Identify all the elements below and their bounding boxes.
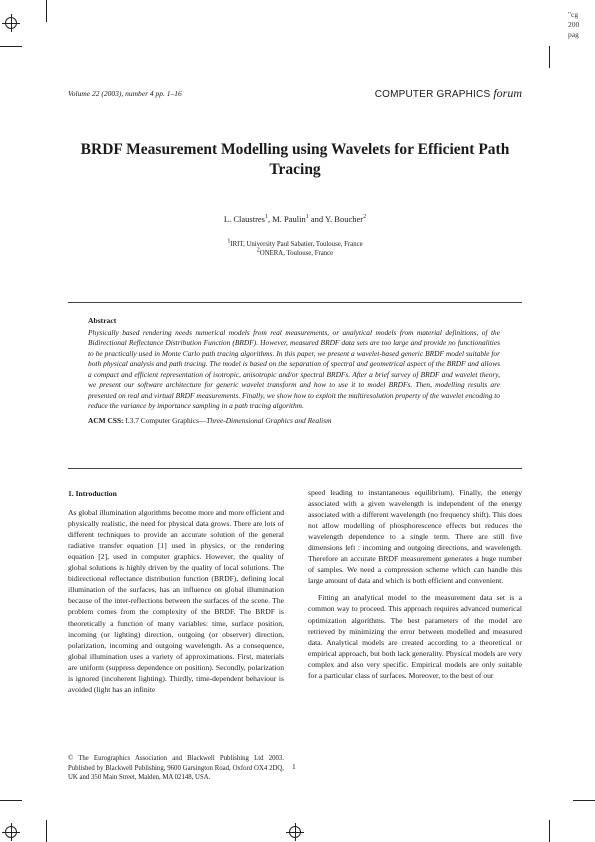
crop-mark bbox=[46, 0, 47, 22]
left-column bbox=[68, 488, 284, 695]
affiliations bbox=[60, 240, 530, 258]
crop-mark bbox=[0, 800, 22, 801]
right-column bbox=[308, 487, 522, 681]
registration-mark bbox=[5, 826, 17, 838]
crop-mark bbox=[46, 820, 47, 842]
section-heading: 1. Introduction bbox=[68, 489, 117, 498]
registration-mark bbox=[5, 17, 17, 29]
acm-classification: ACM CSS: I.3.7 Computer Graphics—Three-Dimensional Graphics and Realism bbox=[88, 415, 332, 425]
crop-mark bbox=[549, 46, 550, 68]
volume-line: Volume 22 (2003), number 4 pp. 1–16 bbox=[68, 89, 182, 98]
copyright-symbol: © bbox=[68, 755, 74, 762]
abstract-block bbox=[88, 316, 500, 426]
affiliation: $^2$ONERA, Toulouse, France bbox=[256, 247, 334, 257]
body-paragraph: Fitting an analytical model to the measurement data set is a common way to proceed. This approach requires advanced numerical optimization algorithms. The best parameters of the model are retrieved by minimizing the error between modelled and measured data. Analytical models are created according to a theoretical or empirical approach, but both lack generality. Physical models are very complex and also very specific. Empirical models are only suitable for a particular class of surfaces. Moreover, to the best of our bbox=[308, 593, 522, 680]
bottom-divider bbox=[68, 468, 522, 469]
journal-header bbox=[68, 88, 522, 102]
journal-name: COMPUTER GRAPHICS forum bbox=[374, 86, 522, 100]
crop-mark bbox=[0, 46, 22, 47]
page-number: 1 bbox=[292, 762, 296, 771]
paper-title: BRDF Measurement Modelling using Wavelets for Efficient Path Tracing bbox=[80, 141, 510, 178]
body-paragraph: speed leading to instantaneous equilibrium). Finally, the energy associated with a given wavelength is independent of the energy associated with a different wavelength (no frequency shift). This does not allow modelling of phosphorescence effects but reduces the wavelength dependence to a single term. There are still five dimensions left : incoming and outgoing directions, and wavelength. Therefore an accurate BRDF measurement generates a huge number of samples. We need a compression scheme which can handle this large amount of data and which is both efficient and convenient. bbox=[308, 488, 522, 586]
crop-mark bbox=[549, 820, 550, 842]
crop-mark bbox=[573, 800, 595, 801]
registration-mark bbox=[289, 826, 301, 838]
affiliation: $^1$IRIT, University Paul Sabatier, Toulouse, France bbox=[227, 238, 363, 248]
author-name: Y. Boucher bbox=[324, 214, 364, 224]
author-name: L. Claustres bbox=[223, 214, 265, 224]
corner-note: "cg 200 pag bbox=[568, 10, 580, 39]
abstract-text: Physically based rendering needs numerical models from real measurements, or analytical models from material definitions, of the Bidirectional Reflectance Distribution Function (BRDF). However, measured BRDF data sets are too large and provide no functionalities to be practically used in Monte Carlo path tracing algorithms. In this paper, we present a wavelet-based generic BRDF model suitable for both physical analysis and path tracing. The model is based on the separation of spectral and geometrical aspect of the BRDF and allows a compact and efficient representation of isotropic, anisotropic and/or spectral BRDFs. After a brief survey of BRDF and wavelet theory, we present our software architecture for generic wavelet transform and how to use it to model BRDFs. Then, modelling results are presented on real and virtual BRDF measurements. Finally, we show how to exploit the multiresolution property of the wavelet encoding to reduce the variance by importance sampling in a path tracing algorithm. bbox=[88, 327, 500, 410]
copyright-footnote: © The Eurographics Association and Blackwell Publishing Ltd 2003. Published by Blackwell Publishing, 9600 Garsington Road, Oxford OX4 2DQ, UK and 350 Main Street, Malden, MA 02148, USA. bbox=[68, 755, 284, 781]
top-divider bbox=[68, 302, 522, 303]
author-list: L. Claustres$^1$, M. Paulin$^1$ and Y. Boucher$^2$ bbox=[223, 214, 367, 224]
abstract-heading: Abstract bbox=[88, 316, 117, 325]
body-paragraph: As global illumination algorithms become more and more efficient and physically realistic, the need for physical data grows. There are lots of different techniques to provide an accurate solution of the general radiative transfer equation [1] used in physics, or the rendering equation [2], used in computer graphics. However, the quality of global solutions is highly driven by the quality of local solutions. The bidirectional reflectance distribution function (BRDF), defining local illumination of the surfaces, has an influence on global illumination because of the inter-reflections between the surfaces of the scene. The problem comes from the complexity of the BRDF. The BRDF is theoretically a function of many variables: time, surface position, incoming (or lighting) direction, outgoing (or observer) direction, polarization, incoming and outgoing wavelength. As a consequence, global illumination uses a variety of approximations. First, materials are uniform (suppress dependence on position). Secondly, polarization is ignored (incoherent lighting). Thirdly, time-dependent behaviour is avoided (light has an infinite bbox=[68, 508, 285, 694]
author-name: M. Paulin bbox=[272, 214, 306, 224]
